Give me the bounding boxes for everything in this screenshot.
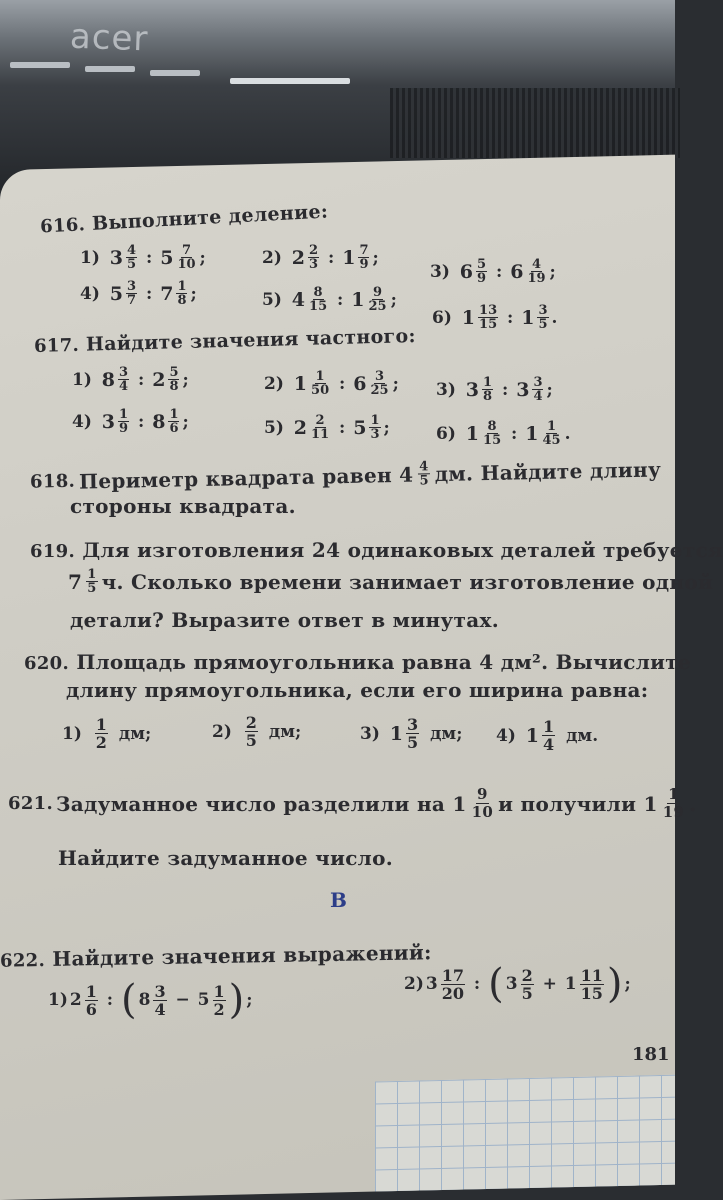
- fraction: 1 8: [177, 279, 187, 308]
- fraction: 5 8: [169, 365, 179, 394]
- p617-item: 4) 3 1 9 : 8 1 6 ;: [72, 407, 189, 436]
- problem-621-line-1: 621. Задуманное число разделили на 1 9 10 и получили 1 1 19 .: [8, 785, 697, 821]
- problem-622-expr-1: 1) 2 1 6 : ( 8 3 4 − 5 1 2 ) ;: [48, 977, 253, 1023]
- p617-item: 2) 1 1 50 : 6 3 25 ;: [264, 369, 399, 398]
- fraction: 3 5: [407, 715, 419, 752]
- fraction: 3 7: [127, 279, 137, 308]
- p616-item: 2) 2 2 3 : 1 7 9 ;: [262, 243, 379, 272]
- fraction: 9 25: [368, 285, 387, 314]
- page-number: 181: [632, 1044, 670, 1065]
- problem-616-heading: 616. Выполните деление:: [39, 200, 329, 238]
- problem-621-line-2: Найдите задуманное число.: [58, 846, 393, 870]
- fraction: 3 4: [533, 375, 543, 404]
- p617-item: 1) 8 3 4 : 2 5 8 ;: [72, 365, 189, 394]
- section-letter: В: [330, 888, 347, 912]
- problem-622-expr-2: 2) 3 17 20 : ( 3 2 5 + 1 11 15 ) ;: [404, 961, 631, 1007]
- fraction: 3 4: [154, 981, 166, 1019]
- fraction: 2 5: [521, 965, 533, 1003]
- fraction: 1 4: [543, 717, 555, 754]
- problem-622-heading: 622. Найдите значения выражений:: [0, 940, 432, 972]
- p616-item: 5) 4 8 15 : 1 9 25 ;: [262, 285, 397, 314]
- fraction: 1 19: [662, 785, 685, 821]
- fraction: 3 4: [119, 365, 129, 394]
- problem-618-line-1: 618. Периметр квадрата равен 4 4 5 дм. Найдите длину: [29, 456, 662, 494]
- problem-619-line-1: 619. Для изготовления 24 одинаковых деталей требуется: [30, 538, 723, 562]
- problem-619-line-3: детали? Выразите ответ в минутах.: [70, 608, 499, 632]
- fraction: 5 9: [477, 257, 487, 286]
- fraction: 8 15: [483, 419, 502, 448]
- p617-item: 5) 2 2 11 : 5 1 3 ;: [264, 413, 390, 442]
- fraction: 1 9: [119, 407, 129, 436]
- fraction: 1 3: [370, 413, 380, 442]
- p616-item: 1) 3 4 5 : 5 7 10 ;: [80, 243, 206, 272]
- problem-619-line-2: 7 1 5 ч. Сколько времени занимает изготовление одной: [68, 567, 714, 596]
- fraction: 3 25: [370, 369, 389, 398]
- fraction: 13 15: [479, 303, 498, 332]
- p617-item: 6) 1 8 15 : 1 1 45 .: [436, 419, 571, 448]
- fraction: 9 10: [471, 785, 494, 821]
- fraction: 1 6: [169, 407, 179, 436]
- p620-item: 4) 1 1 4 дм.: [496, 717, 599, 754]
- fraction: 1 5: [87, 567, 97, 596]
- problem-617-heading: 617. Найдите значения частного:: [33, 325, 417, 357]
- fraction: 7 10: [177, 243, 196, 272]
- p616-item: 3) 6 5 9 : 6 4 19 ;: [430, 257, 556, 286]
- fraction: 1 45: [542, 419, 561, 448]
- fraction: 4 5: [127, 243, 137, 272]
- brand-logo: acer: [69, 16, 150, 60]
- fraction: 11 15: [580, 965, 603, 1003]
- fraction: 8 15: [309, 285, 328, 314]
- fraction: 1 2: [95, 715, 107, 752]
- p620-item: 1) 1 2 дм;: [62, 715, 152, 752]
- fraction: 2 3: [309, 243, 319, 272]
- p620-item: 2) 2 5 дм;: [212, 713, 302, 750]
- problem-618-line-2: стороны квадрата.: [70, 494, 296, 518]
- p616-item: 6) 1 13 15 : 1 3 5 .: [432, 303, 558, 332]
- fraction: 4 19: [527, 257, 546, 286]
- fraction: 1 2: [213, 981, 225, 1019]
- problem-620-line-1: 620. Площадь прямоугольника равна 4 дм². Вычислите: [24, 650, 691, 674]
- fraction: 4 5: [419, 459, 430, 489]
- fraction: 1 6: [85, 981, 97, 1019]
- fraction: 2 11: [311, 413, 330, 442]
- fraction: 1 8: [483, 375, 493, 404]
- p616-item: 4) 5 3 7 : 7 1 8 ;: [80, 279, 197, 308]
- p617-item: 3) 3 1 8 : 3 3 4 ;: [436, 375, 553, 404]
- fraction: 7 9: [359, 243, 369, 272]
- p620-item: 3) 1 3 5 дм;: [360, 715, 463, 752]
- fraction: 17 20: [441, 965, 464, 1003]
- fraction: 3 5: [538, 303, 548, 332]
- fraction: 2 5: [245, 713, 257, 750]
- problem-620-line-2: длину прямоугольника, если его ширина равна:: [66, 678, 649, 702]
- fraction: 1 50: [311, 369, 330, 398]
